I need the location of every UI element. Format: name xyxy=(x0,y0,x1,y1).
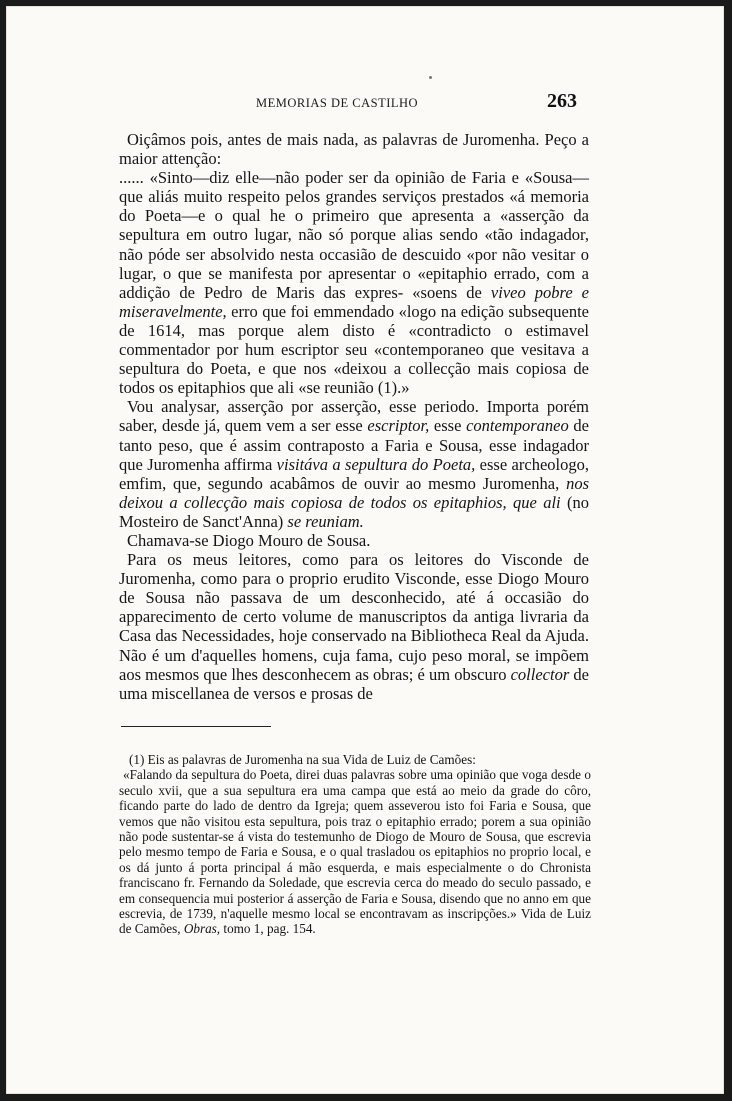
paragraph-1: Oiçâmos pois, antes de mais nada, as palavras de Juromenha. Peço a maior attenção: xyxy=(119,130,589,169)
p5-text-b: de uma miscellanea de versos e prosas de xyxy=(119,664,589,703)
page-header xyxy=(6,90,724,114)
quote-italic: viveo pobre e miseravelmente, xyxy=(119,282,590,321)
p3-italic-4: nos deixou a collecção mais copiosa de todos os epitaphios, que ali xyxy=(119,473,589,512)
footnote-text-a: «Falando da sepultura do Poeta, direi duas palavras sobre uma opinião que voga desde o seculo xvii, que a sua sepultura era uma campa que está ao meio da grade do côro, ficando parte do lado de dentro da Igreja; quem asseverou isto foi Faria e Sousa, que vemos que não visitou esta sepultura, pois traz o epitaphio errado; porem a sua opinião não pode sustentar-se á vista do testemunho de Diogo de Mouro de Sousa, que escrevia pelo mesmo tempo de Faria e Sousa, e o qual trasladou os epitaphios no proprio local, e os dá junto á porta principal á mão esquerda, e mais especialmente o do Chronista franciscano fr. Fernando da Soledade, que escrevia cerca do meado do seculo passado, e em consequencia mui posterior á asserção de Faria e Sousa, disendo que no anno em que escrevia, de 1739, n'aquelle mesmo local se encontravam as inscripções.» Vida de Luiz de Camões, xyxy=(119,767,591,937)
p3-italic-3: visitáva a sepultura do Poeta, xyxy=(276,454,476,474)
p5-italic-1: collector xyxy=(510,664,570,684)
paragraph-4: Chamava-se Diogo Mouro de Sousa. xyxy=(127,530,371,550)
p5-text-a: Para os meus leitores, como para os leitores do Visconde de Juromenha, como para o proprio erudito Visconde, esse Diogo Mouro de Sousa não passava de um desconhecido, até á occasião do apparecimento de certo volume de manuscriptos da antiga livraria da Casa das Necessidades, hoje conservado na Bibliotheca Real da Ajuda. Não é um d'aquelles homens, cuja fama, cujo peso moral, se impõem aos mesmos que lhes desconhecem as obras; é um obscuro xyxy=(119,550,589,684)
footnote xyxy=(119,752,591,937)
footnote-italic: Obras, xyxy=(183,921,221,937)
p3-text-c: de tanto peso, que é assim contraposto a Faria e Sousa, esse indagador que Juromenha affirma xyxy=(119,416,589,474)
quote-text-end: erro que foi emmendado «logo na edição subsequente de 1614, mas porque alem disto é «contradicto o estimavel commentador por hum escriptor seu «contemporaneo que vesitava a sepultura do Poeta, e que nos «deixou a collecção mais copiosa de todos os epitaphios que ali «se reunião (1).» xyxy=(119,301,589,398)
book-page xyxy=(6,6,724,1094)
p3-text-e: (no Mosteiro de Sanct'Anna) xyxy=(119,492,589,531)
footnote-divider xyxy=(121,726,271,727)
p3-text-b: esse xyxy=(429,416,467,436)
p3-italic-1: escriptor, xyxy=(367,416,430,436)
paragraph-5 xyxy=(119,550,589,703)
running-title: MEMORIAS DE CASTILHO xyxy=(256,96,419,110)
quote-text-start: ...... «Sinto—diz elle—não poder ser da opinião de Faria e «Sousa—que aliás muito respeito pelos grandes serviços prestados «á memoria do Poeta—e o qual he o primeiro que apresenta a «asserção da sepultura em outro lugar, não só porque alias sendo «tão indagador, não póde ser absolvido nesta occasião de descuido «por não vesitar o lugar, o que se manifesta por apresentar o «epitaphio errado, com a addição de Pedro de Maris das expres- «soens de xyxy=(119,168,589,302)
footnote-heading: (1) Eis as palavras de Juromenha na sua Vida de Luiz de Camões: xyxy=(129,752,476,767)
page-number: 263 xyxy=(547,90,577,112)
footnote-text-b: tomo 1, pag. 154. xyxy=(220,921,316,937)
paragraph-3 xyxy=(119,397,589,531)
paragraph-quote xyxy=(119,168,589,397)
main-text xyxy=(119,130,589,703)
footnote-body xyxy=(119,767,591,936)
p3-italic-5: se reuniam. xyxy=(287,511,364,531)
ink-speck xyxy=(429,76,432,79)
p3-italic-2: contemporaneo xyxy=(466,416,569,436)
p3-text-d: esse archeologo, emfim, que, segundo acabâmos de ouvir ao mesmo Juromenha, xyxy=(119,454,589,493)
p3-text-a: Vou analysar, asserção por asserção, esse periodo. Importa porém saber, desde já, quem vem a ser esse xyxy=(119,397,589,436)
